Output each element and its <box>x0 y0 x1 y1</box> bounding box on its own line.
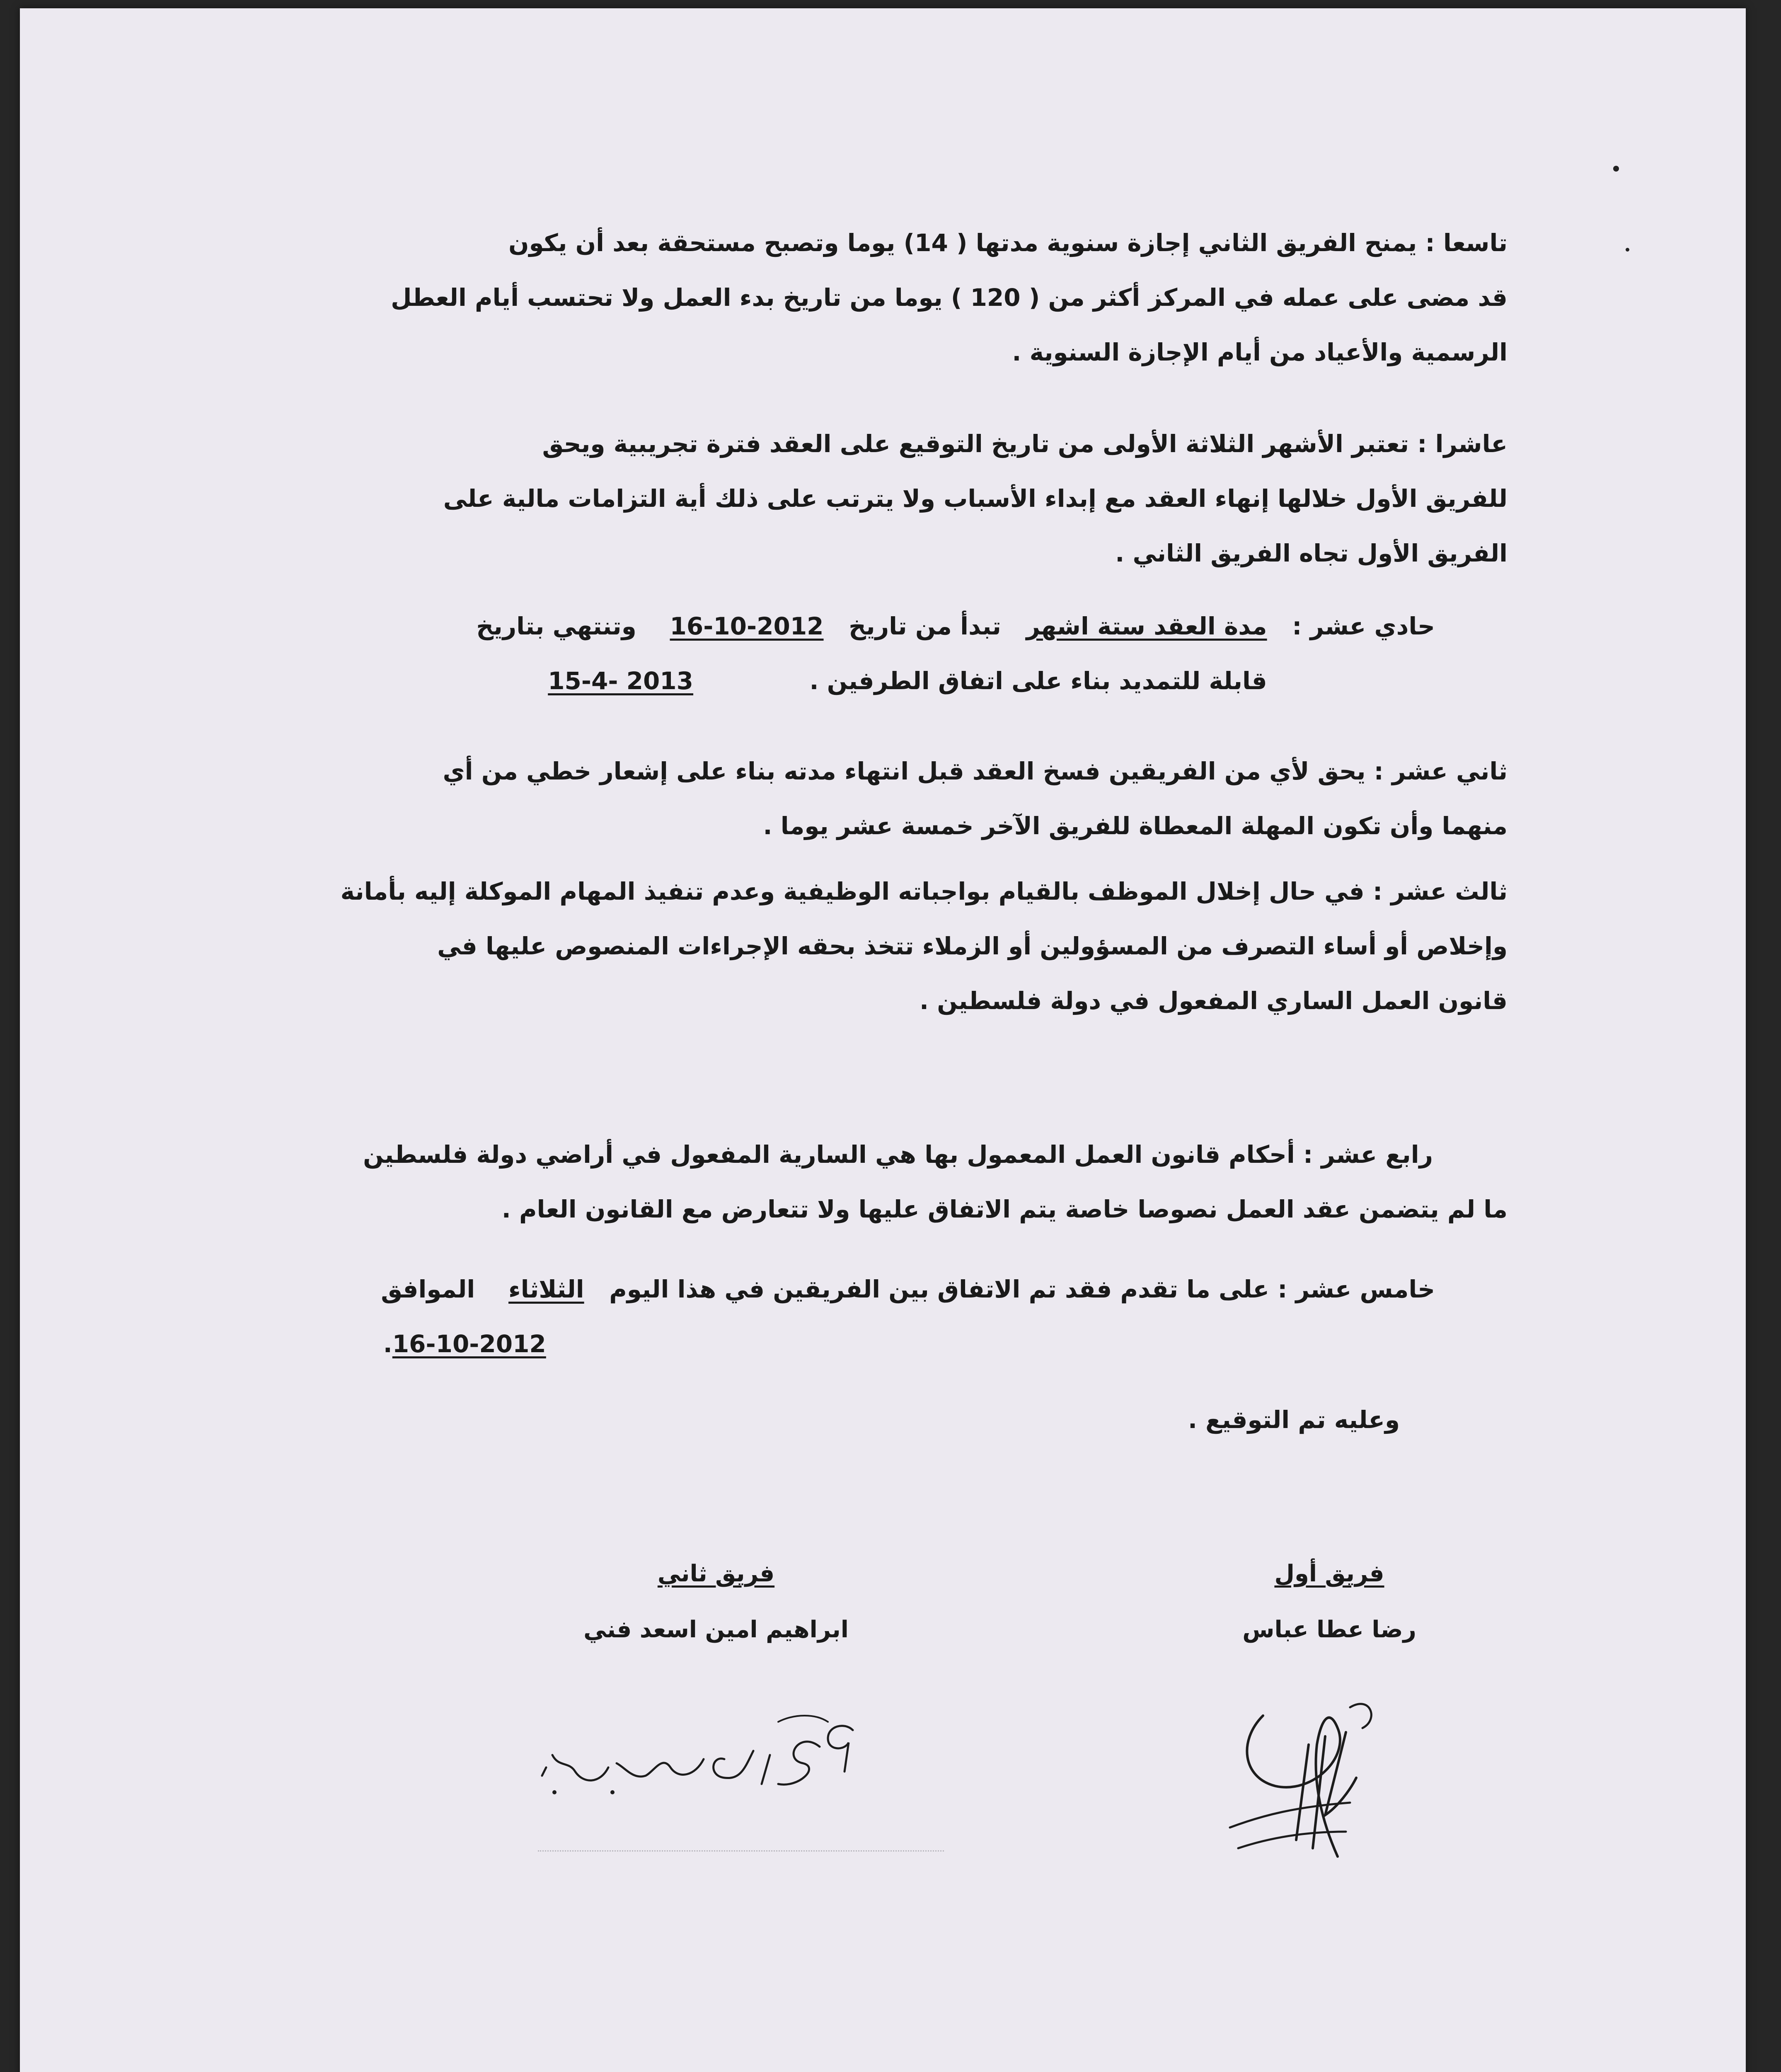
scan-speck <box>1626 248 1629 252</box>
clause-14-line: ما لم يتضمن عقد العمل نصوصا خاصة يتم الاتفاق عليها ولا تتعارض مع القانون العام . <box>501 1195 1508 1223</box>
document-page <box>20 8 1746 2072</box>
second-party-signature <box>530 1705 903 1813</box>
clause-13-line: قانون العمل الساري المفعول في دولة فلسطين . <box>919 987 1508 1015</box>
agreement-day: الثلاثاء <box>508 1275 584 1303</box>
clause-15 <box>227 1262 1508 1371</box>
clause-15-line-2 <box>227 1317 1508 1371</box>
clause-12 <box>227 744 1508 853</box>
clause-13-line: ثالث عشر : في حال إخلال الموظف بالقيام بواجباته الوظيفية وعدم تنفيذ المهام الموكلة إليه بأمانة <box>340 877 1508 905</box>
first-party-heading: فريق أول <box>1274 1560 1384 1587</box>
clause-15-text: خامس عشر : على ما تقدم فقد تم الاتفاق بين الفريقين في هذا اليوم <box>609 1275 1435 1303</box>
signature-divider <box>538 1850 944 1852</box>
clause-15-line-1 <box>227 1262 1508 1317</box>
clause-14-line: رابع عشر : أحكام قانون العمل المعمول بها هي السارية المفعول في أراضي دولة فلسطين <box>363 1140 1433 1169</box>
end-date: 15-4- 2013 <box>548 667 694 695</box>
clause-11-line-1 <box>227 599 1508 654</box>
start-date: 16-10-2012 <box>670 612 824 640</box>
clause-13 <box>227 864 1508 1028</box>
clause-10-line: الفريق الأول تجاه الفريق الثاني . <box>1115 539 1508 567</box>
clause-11-ends: وتنتهي بتاريخ <box>476 612 636 640</box>
clause-9-line: تاسعا : يمنح الفريق الثاني إجازة سنوية مدتها ( 14) يوما وتصبح مستحقة بعد أن يكون <box>508 229 1508 257</box>
clause-11-starts: تبدأ من تاريخ <box>849 612 1001 640</box>
clause-12-line: ثاني عشر : يحق لأي من الفريقين فسخ العقد قبل انتهاء مدته بناء على إشعار خطي من أي <box>443 757 1508 785</box>
closing-line: وعليه تم التوقيع . <box>1188 1406 1400 1434</box>
second-party-block <box>530 1560 903 1643</box>
clause-9 <box>227 215 1508 380</box>
clause-10 <box>227 416 1508 581</box>
clause-14 <box>227 1127 1508 1237</box>
first-party-name: رضا عطا عباس <box>1242 1616 1416 1643</box>
clause-10-line: عاشرا : تعتبر الأشهر الثلاثة الأولى من تاريخ التوقيع على العقد فترة تجريبية ويحق <box>542 430 1508 458</box>
clause-11 <box>227 599 1508 708</box>
agreement-date-wrap <box>383 1330 546 1358</box>
scan-speck <box>1613 166 1619 172</box>
clause-11-extension: قابلة للتمديد بناء على اتفاق الطرفين . <box>809 667 1267 695</box>
clause-9-line: قد مضى على عمله في المركز أكثر من ( 120 ) يوما من تاريخ بدء العمل ولا تحتسب أيام العطل <box>391 283 1508 312</box>
second-party-name: ابراهيم امين اسعد فني <box>583 1616 849 1643</box>
clause-10-line: للفريق الأول خلالها إنهاء العقد مع إبداء الأسباب ولا يترتب على ذلك أية التزامات مالية على <box>443 484 1508 513</box>
first-party-signature <box>1213 1682 1429 1873</box>
agreement-date-suffix: . <box>383 1330 392 1358</box>
contract-duration: مدة العقد ستة اشهر <box>1026 612 1267 640</box>
clause-11-prefix: حادي عشر : <box>1292 612 1435 640</box>
closing <box>227 1392 1508 1447</box>
clause-15-agreed: الموافق <box>381 1275 475 1303</box>
first-party-block <box>1197 1560 1462 1643</box>
clause-13-line: وإخلاص أو أساء التصرف من المسؤولين أو الزملاء تتخذ بحقه الإجراءات المنصوص عليها في <box>437 932 1508 960</box>
clause-12-line: منهما وأن تكون المهلة المعطاة للفريق الآخر خمسة عشر يوما . <box>763 812 1508 840</box>
agreement-date: 16-10-2012 <box>392 1330 546 1358</box>
clause-11-line-2 <box>227 654 1508 708</box>
clause-9-line: الرسمية والأعياد من أيام الإجازة السنوية . <box>1012 338 1508 366</box>
second-party-heading: فريق ثاني <box>657 1560 775 1587</box>
